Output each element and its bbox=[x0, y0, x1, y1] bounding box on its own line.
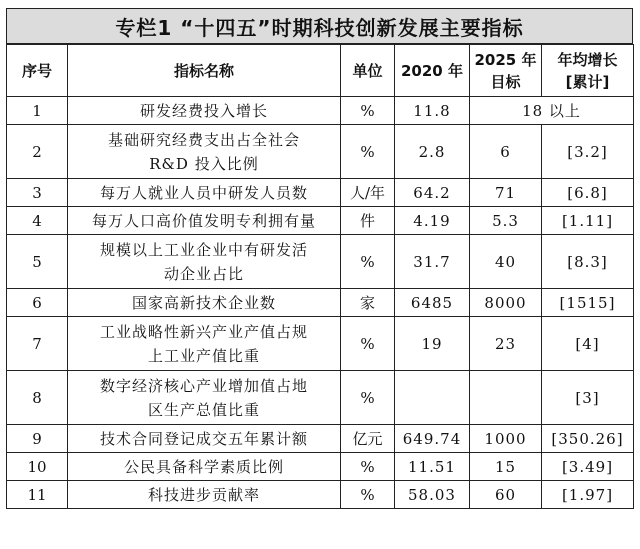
row-name: 公民具备科学素质比例 bbox=[68, 453, 341, 481]
header-2025-line2: 目标 bbox=[490, 72, 521, 91]
row-no: 8 bbox=[7, 371, 68, 425]
row-value-2020 bbox=[395, 371, 470, 425]
row-name-line1: 规模以上工业企业中有研发活 bbox=[99, 240, 308, 259]
row-growth: [3.49] bbox=[542, 453, 634, 481]
row-unit: % bbox=[341, 235, 395, 289]
header-2025-line1: 2025 年 bbox=[474, 50, 537, 69]
row-name-line2: 上工业产值比重 bbox=[147, 346, 260, 365]
row-unit: 亿元 bbox=[341, 425, 395, 453]
row-value-2020: 11.8 bbox=[395, 97, 470, 125]
row-value-2020: 649.74 bbox=[395, 425, 470, 453]
row-growth: [1.97] bbox=[542, 481, 634, 509]
row-growth: [6.8] bbox=[542, 179, 634, 207]
row-name bbox=[68, 125, 341, 179]
header-growth bbox=[542, 45, 634, 97]
row-name: 研发经费投入增长 bbox=[68, 97, 341, 125]
row-merged-target: 18 以上 bbox=[470, 97, 634, 125]
row-name bbox=[68, 371, 341, 425]
row-value-2020: 4.19 bbox=[395, 207, 470, 235]
row-value-2025: 40 bbox=[470, 235, 542, 289]
row-no: 4 bbox=[7, 207, 68, 235]
row-unit: 家 bbox=[341, 289, 395, 317]
row-name: 每万人口高价值发明专利拥有量 bbox=[68, 207, 341, 235]
table-row bbox=[7, 207, 634, 235]
row-value-2025: 15 bbox=[470, 453, 542, 481]
row-name bbox=[68, 317, 341, 371]
table-row bbox=[7, 371, 634, 425]
row-unit: % bbox=[341, 317, 395, 371]
row-no: 10 bbox=[7, 453, 68, 481]
row-unit: % bbox=[341, 371, 395, 425]
row-growth: [1515] bbox=[542, 289, 634, 317]
row-value-2020: 58.03 bbox=[395, 481, 470, 509]
row-name: 国家高新技术企业数 bbox=[68, 289, 341, 317]
row-unit: % bbox=[341, 481, 395, 509]
header-no: 序号 bbox=[7, 45, 68, 97]
header-2025-target bbox=[470, 45, 542, 97]
row-no: 5 bbox=[7, 235, 68, 289]
header-2020: 2020 年 bbox=[395, 45, 470, 97]
header-growth-line1: 年均增长 bbox=[557, 50, 618, 69]
row-growth: [8.3] bbox=[542, 235, 634, 289]
table-row bbox=[7, 289, 634, 317]
row-value-2025: 8000 bbox=[470, 289, 542, 317]
row-no: 6 bbox=[7, 289, 68, 317]
row-no: 1 bbox=[7, 97, 68, 125]
header-unit: 单位 bbox=[341, 45, 395, 97]
row-value-2020: 11.51 bbox=[395, 453, 470, 481]
table-row bbox=[7, 317, 634, 371]
table-title: 专栏1 “十四五”时期科技创新发展主要指标 bbox=[6, 8, 633, 44]
row-unit: 人/年 bbox=[341, 179, 395, 207]
header-name: 指标名称 bbox=[68, 45, 341, 97]
row-name: 技术合同登记成交五年累计额 bbox=[68, 425, 341, 453]
row-no: 11 bbox=[7, 481, 68, 509]
row-value-2020: 64.2 bbox=[395, 179, 470, 207]
row-value-2025: 23 bbox=[470, 317, 542, 371]
header-row bbox=[7, 45, 634, 97]
row-value-2020: 2.8 bbox=[395, 125, 470, 179]
row-value-2025: 6 bbox=[470, 125, 542, 179]
table-row bbox=[7, 481, 634, 509]
row-name-line1: 工业战略性新兴产业产值占规 bbox=[99, 322, 308, 341]
table-row bbox=[7, 425, 634, 453]
table-row bbox=[7, 179, 634, 207]
row-no: 9 bbox=[7, 425, 68, 453]
row-name-line1: 基础研究经费支出占全社会 bbox=[107, 130, 300, 149]
row-unit: % bbox=[341, 125, 395, 179]
row-value-2020: 19 bbox=[395, 317, 470, 371]
row-name-line1: 数字经济核心产业增加值占地 bbox=[99, 376, 308, 395]
table-row bbox=[7, 235, 634, 289]
header-growth-line2: [累计] bbox=[565, 72, 610, 91]
row-name: 每万人就业人员中研发人员数 bbox=[68, 179, 341, 207]
row-value-2025: 1000 bbox=[470, 425, 542, 453]
row-growth: [3] bbox=[542, 371, 634, 425]
row-value-2020: 31.7 bbox=[395, 235, 470, 289]
row-unit: 件 bbox=[341, 207, 395, 235]
row-no: 3 bbox=[7, 179, 68, 207]
row-name bbox=[68, 235, 341, 289]
row-growth: [350.26] bbox=[542, 425, 634, 453]
indicator-table bbox=[6, 44, 634, 509]
row-name-line2: 动企业占比 bbox=[163, 264, 244, 283]
row-value-2025: 5.3 bbox=[470, 207, 542, 235]
table-row bbox=[7, 97, 634, 125]
row-value-2025: 71 bbox=[470, 179, 542, 207]
row-unit: % bbox=[341, 453, 395, 481]
table-row bbox=[7, 453, 634, 481]
row-growth: [4] bbox=[542, 317, 634, 371]
row-no: 2 bbox=[7, 125, 68, 179]
row-growth: [1.11] bbox=[542, 207, 634, 235]
row-name-line2: R&D 投入比例 bbox=[149, 154, 259, 173]
row-name-line2: 区生产总值比重 bbox=[147, 400, 260, 419]
row-value-2025 bbox=[470, 371, 542, 425]
row-name: 科技进步贡献率 bbox=[68, 481, 341, 509]
row-unit: % bbox=[341, 97, 395, 125]
row-value-2025: 60 bbox=[470, 481, 542, 509]
row-growth: [3.2] bbox=[542, 125, 634, 179]
table-row bbox=[7, 125, 634, 179]
row-value-2020: 6485 bbox=[395, 289, 470, 317]
row-no: 7 bbox=[7, 317, 68, 371]
